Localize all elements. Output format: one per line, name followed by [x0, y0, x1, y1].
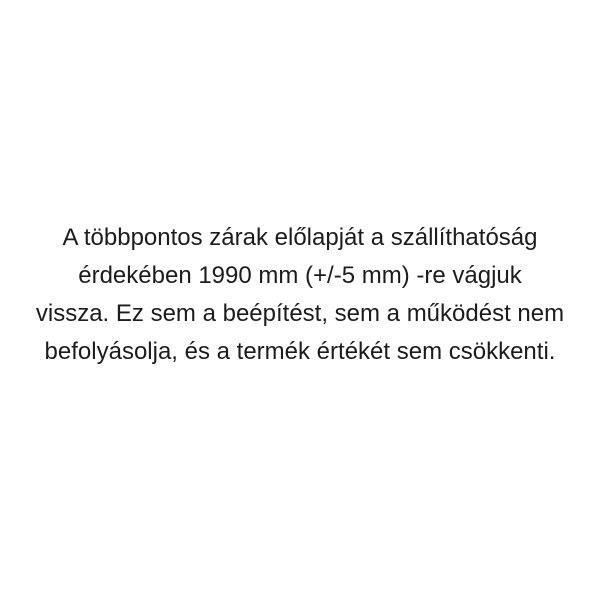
notice-line-4: befolyásolja, és a termék értékét sem csökkenti. [44, 338, 556, 365]
shipping-notice-paragraph [0, 219, 600, 371]
notice-line-3: vissza. Ez sem a beépítést, sem a működést nem [35, 300, 565, 327]
notice-line-2: érdekében 1990 mm (+/-5 mm) -re vágjuk [78, 262, 522, 289]
notice-line-1: A többpontos zárak előlapját a szállíthatóság [62, 224, 538, 251]
